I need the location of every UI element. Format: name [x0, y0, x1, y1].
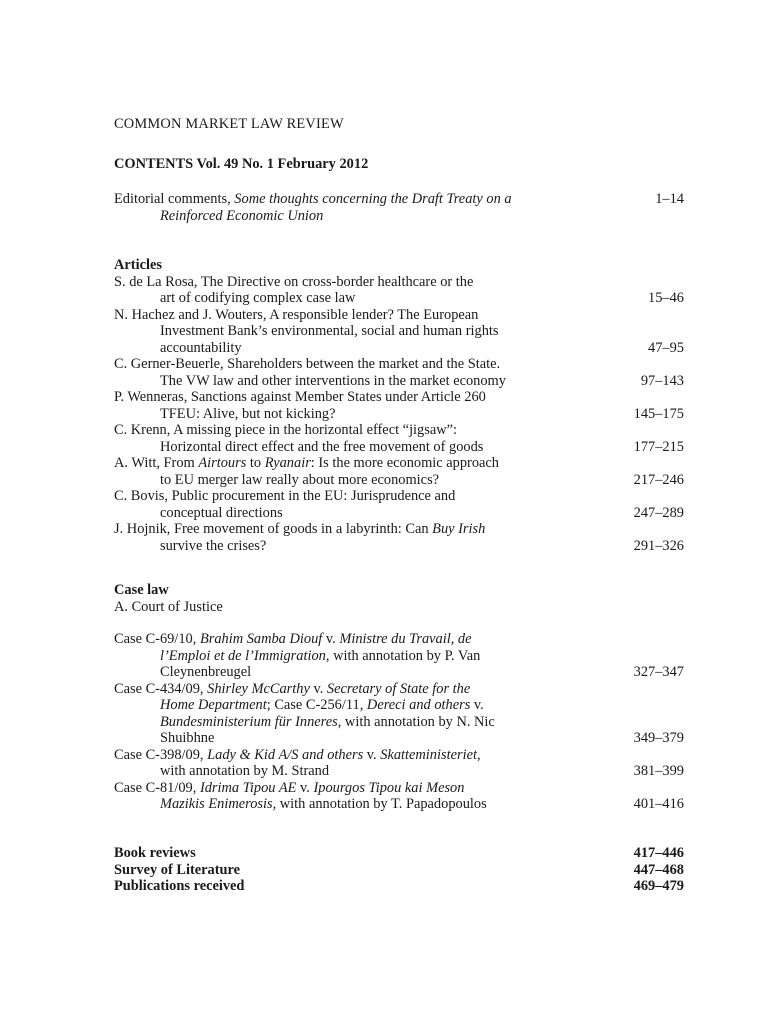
entry-text [160, 664, 251, 681]
italic-run: Ryanair [264, 455, 311, 472]
entry-text [114, 356, 500, 373]
italic-run: Mazikis Enimerosis, [160, 796, 277, 812]
entry-text [160, 714, 495, 731]
italic-run: Brahim Samba Diouf [199, 631, 323, 647]
entry-text [114, 747, 481, 764]
text-run: C. Bovis, Public procurement in the EU: Jurisprudence and [114, 488, 456, 505]
page-range: 447–468 [633, 861, 684, 878]
entry-text [160, 730, 214, 747]
text-run: v. [470, 697, 484, 713]
page-range: 401–416 [633, 796, 684, 812]
entry-text [160, 538, 266, 555]
case-line [114, 796, 684, 813]
case-line [114, 697, 684, 714]
entry-text [114, 307, 478, 324]
entry-text [160, 340, 242, 357]
text-run: with annotation by M. Strand [160, 763, 330, 779]
page-range: 97–143 [640, 372, 684, 389]
text-run: N. Hachez and J. Wouters, A responsible lender? The European [114, 306, 479, 323]
italic-run: Bundesministerium für Inneres [160, 713, 338, 730]
contents-heading: CONTENTS Vol. 49 No. 1 February 2012 [114, 156, 369, 172]
tail-line [114, 845, 684, 862]
text-run: P. Wenneras, Sanctions against Member States under Article 260 [114, 389, 486, 406]
entry-text [114, 521, 485, 538]
article-line [114, 505, 684, 522]
entry-text [114, 455, 499, 472]
editorial-title-line-2: Reinforced Economic Union [160, 207, 324, 224]
article-line [114, 406, 684, 423]
text-run: Investment Bank’s environmental, social and human rights [160, 323, 499, 340]
entry-text [160, 290, 355, 307]
text-run: ; Case C-256/11, [266, 697, 367, 713]
text-run: Publications received [114, 878, 245, 894]
entry-text [114, 631, 472, 648]
entry-text [160, 505, 283, 522]
page-range: 145–175 [633, 405, 684, 422]
page-range: 417–446 [633, 845, 684, 861]
page-range: 469–479 [633, 878, 684, 894]
text-run: Book reviews [114, 845, 196, 861]
entry-text [160, 406, 335, 423]
italic-run: Buy Irish [432, 521, 486, 538]
text-run: survive the crises? [160, 537, 267, 554]
entry-text [114, 878, 244, 895]
article-line [114, 538, 684, 555]
case-line [114, 780, 684, 797]
entry-text [114, 488, 455, 505]
italic-run: Shirley McCarthy [207, 680, 310, 697]
editorial-entry [114, 191, 684, 225]
text-run: The VW law and other interventions in the market economy [160, 372, 506, 389]
text-run: C. Krenn, A missing piece in the horizontal effect “jigsaw”: [114, 422, 458, 439]
page-range: 15–46 [648, 290, 684, 307]
text-run: C. Gerner-Beuerle, Shareholders between the market and the State. [114, 356, 501, 373]
entry-text [160, 472, 439, 489]
italic-run: Airtours [198, 455, 247, 472]
editorial-prefix: Editorial comments, [114, 191, 235, 207]
text-run: v. [322, 631, 340, 647]
text-run: TFEU: Alive, but not kicking? [160, 405, 336, 422]
text-run: Survey of Literature [114, 861, 241, 878]
text-run: v. [363, 746, 381, 763]
case-line [114, 681, 684, 698]
entry-text [114, 862, 240, 879]
entry-text [114, 274, 473, 291]
text-run: A. Witt, From [114, 455, 199, 472]
italic-run: l’Emploi et de l’Immigration [160, 647, 326, 664]
text-run: Cleynenbreugel [160, 664, 252, 680]
text-run: , with annotation by P. Van [325, 647, 481, 664]
entry-text [114, 422, 457, 439]
entry-text [160, 373, 506, 390]
article-line [114, 340, 684, 357]
page-range: 381–399 [633, 763, 684, 779]
article-line [114, 373, 684, 390]
entry-text [114, 780, 464, 797]
text-run: Case C-398/09, [114, 746, 208, 763]
text-run: with annotation by T. Papadopoulos [276, 796, 487, 812]
article-line [114, 356, 684, 373]
case-line [114, 714, 684, 731]
page-range: 349–379 [633, 730, 684, 746]
italic-run: Home Department [160, 697, 267, 713]
article-line [114, 274, 684, 291]
italic-run: Idrima Tipou AE [199, 779, 297, 796]
entry-text [160, 648, 480, 665]
page-range: 177–215 [633, 438, 684, 455]
tail-line [114, 878, 684, 895]
italic-run: Ministre du Travail, de [339, 631, 472, 647]
article-line [114, 488, 684, 505]
entry-text [114, 389, 486, 406]
page-range: 47–95 [648, 339, 684, 356]
text-run: accountability [160, 339, 242, 356]
tail-line [114, 862, 684, 879]
editorial-pages: 1–14 [655, 191, 684, 207]
page-range: 247–289 [633, 504, 684, 521]
case-line [114, 664, 684, 681]
article-line [114, 439, 684, 456]
text-run: art of codifying complex case law [160, 290, 356, 307]
entry-text [114, 681, 470, 698]
entry-text [160, 763, 329, 780]
entry-text [160, 439, 483, 456]
article-line [114, 323, 684, 340]
article-line [114, 521, 684, 538]
case-line [114, 648, 684, 665]
journal-title: COMMON MARKET LAW REVIEW [114, 116, 344, 132]
page-range: 217–246 [633, 471, 684, 488]
text-run: Horizontal direct effect and the free movement of goods [160, 438, 484, 455]
italic-run: Lady & Kid A/S and others [207, 746, 364, 763]
text-run: Shuibhne [160, 730, 215, 746]
entry-text [160, 323, 499, 340]
case-line [114, 631, 684, 648]
text-run: conceptual directions [160, 504, 283, 521]
text-run: to [246, 455, 265, 472]
text-run: , with annotation by N. Nic [337, 713, 495, 730]
text-run: J. Hojnik, Free movement of goods in a labyrinth: Can [114, 521, 433, 538]
article-line [114, 472, 684, 489]
articles-heading: Articles [114, 257, 162, 273]
page-range: 291–326 [633, 537, 684, 554]
text-run: v. [296, 779, 314, 796]
entry-text [160, 796, 487, 813]
case-line [114, 730, 684, 747]
page-range: 327–347 [633, 664, 684, 680]
italic-run: Skatteministeriet [380, 746, 477, 763]
text-run: v. [309, 680, 327, 697]
text-run: Case C-69/10, [114, 631, 200, 647]
italic-run: Secretary of State for the [326, 680, 471, 697]
text-run: Case C-81/09, [114, 779, 200, 796]
article-line [114, 307, 684, 324]
text-run: , [476, 746, 481, 763]
editorial-title-line-1: Some thoughts concerning the Draft Treaty on a [234, 191, 512, 207]
text-run: : Is the more economic approach [310, 455, 499, 472]
text-run: Case C-434/09, [114, 680, 208, 697]
text-run: S. de La Rosa, The Directive on cross-border healthcare or the [114, 273, 474, 290]
case-line [114, 747, 684, 764]
article-line [114, 389, 684, 406]
court-label: A. Court of Justice [114, 598, 223, 615]
article-line [114, 455, 684, 472]
entry-text [160, 697, 484, 714]
text-run: to EU merger law really about more economics? [160, 471, 440, 488]
article-line [114, 422, 684, 439]
entry-text [114, 845, 196, 862]
italic-run: Ipourgos Tipou kai Meson [313, 779, 465, 796]
case-line [114, 763, 684, 780]
article-line [114, 290, 684, 307]
case-law-heading: Case law [114, 582, 169, 598]
italic-run: Dereci and others [366, 697, 471, 713]
